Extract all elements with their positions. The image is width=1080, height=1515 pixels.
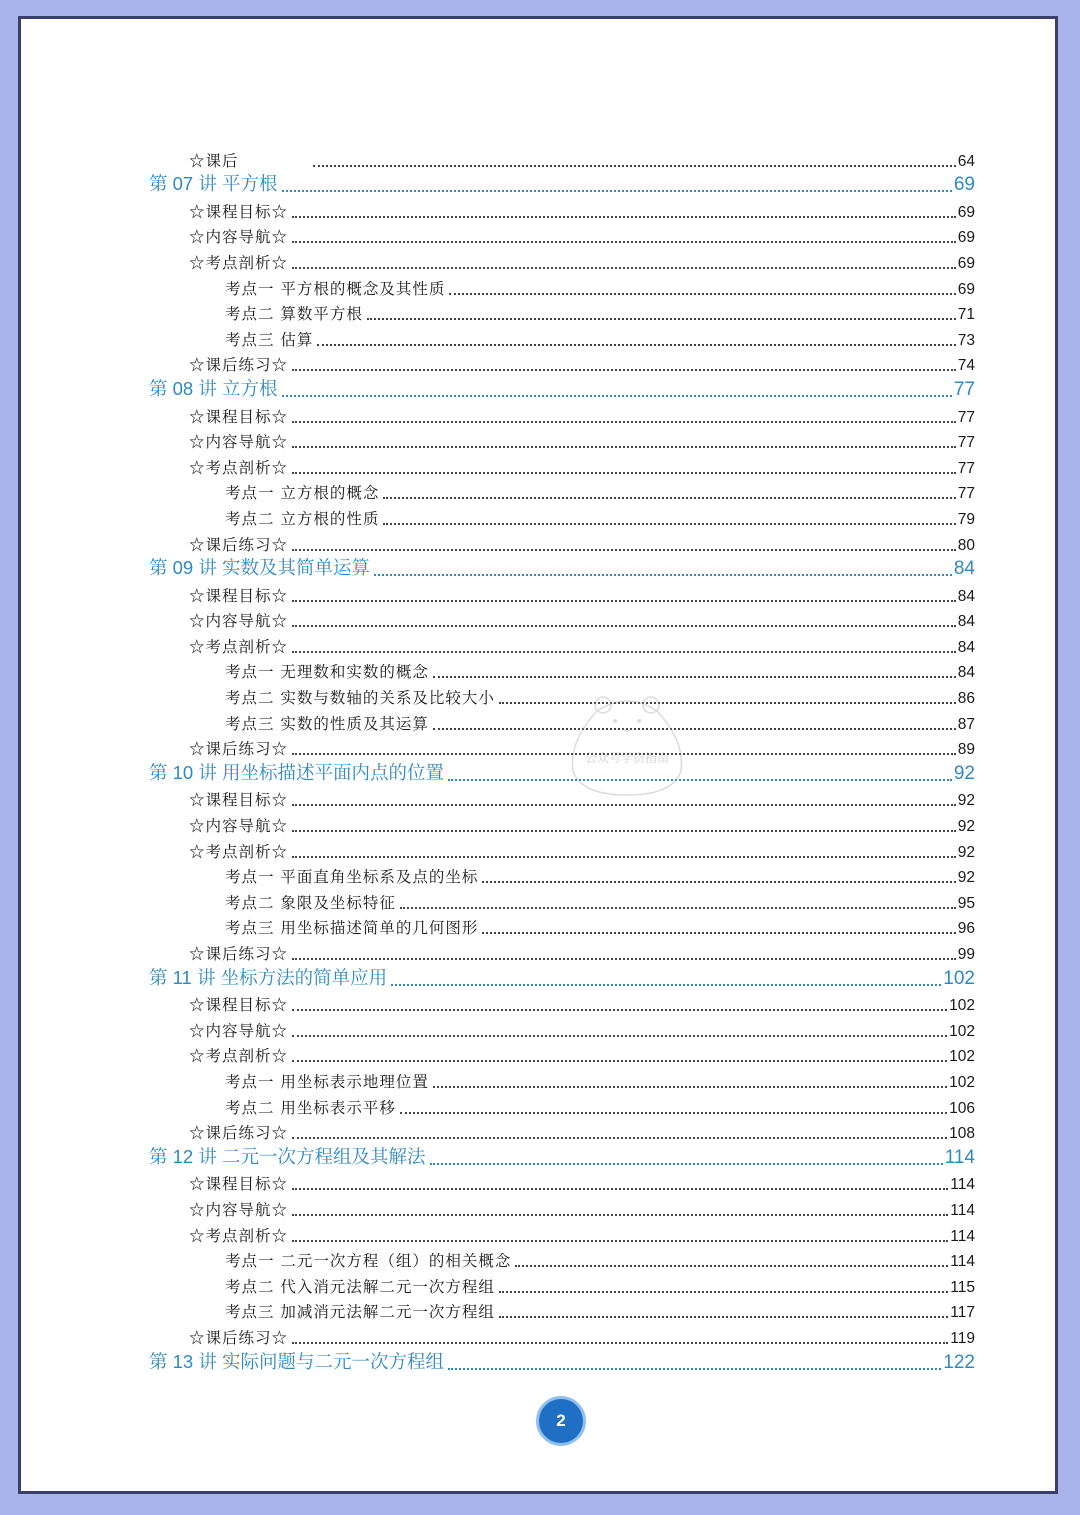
dot-leader [449, 292, 955, 295]
dot-leader [313, 164, 956, 167]
toc-page-number: 95 [957, 894, 975, 912]
dot-leader [433, 727, 956, 730]
watermark [563, 691, 691, 801]
toc-entry-row[interactable] [149, 682, 975, 708]
toc-entry-label: 考点一 用坐标表示地理位置 [225, 1072, 429, 1091]
dot-leader [292, 624, 956, 627]
toc-page-number: 92 [957, 818, 975, 836]
toc-entry-label: ☆课程目标☆ [189, 407, 289, 426]
toc-page-number: 84 [957, 587, 975, 605]
toc-page-number: 69 [957, 203, 975, 221]
dot-leader [292, 829, 956, 832]
toc-page-number: 114 [944, 1146, 975, 1168]
toc-page-number: 69 [957, 280, 975, 298]
toc-chapter-row[interactable] [149, 1348, 975, 1374]
toc-page-number: 71 [957, 306, 975, 324]
dot-leader [433, 1085, 947, 1088]
dot-leader [292, 1136, 947, 1139]
toc-entry-label: 考点三 实数的性质及其运算 [225, 714, 429, 733]
toc-entry-row[interactable] [149, 606, 975, 632]
toc-entry-label: ☆考点剖析☆ [189, 842, 289, 861]
toc-page-number: 74 [957, 357, 975, 375]
toc-page-number: 84 [957, 664, 975, 682]
toc-entry-row[interactable] [149, 1118, 975, 1144]
toc-entry-row[interactable] [149, 785, 975, 811]
toc-entry-row[interactable] [149, 1246, 975, 1272]
toc-page-number: 102 [949, 1048, 975, 1066]
dot-leader [292, 368, 956, 371]
toc-page-number: 119 [950, 1329, 975, 1347]
toc-entry-label: ☆考点剖析☆ [189, 458, 289, 477]
toc-entry-row[interactable] [149, 145, 975, 171]
toc-page-number: 117 [950, 1304, 975, 1322]
toc-entry-row[interactable] [149, 247, 975, 273]
document-page [18, 16, 1058, 1494]
toc-entry-label: 考点一 立方根的概念 [225, 484, 380, 503]
dot-leader [391, 983, 941, 986]
toc-page-number: 89 [957, 741, 975, 759]
dot-leader [317, 343, 955, 346]
toc-entry-row[interactable] [149, 990, 975, 1016]
toc-entry-label: 考点三 用坐标描述简单的几何图形 [225, 919, 479, 938]
toc-page-number: 102 [949, 1022, 975, 1040]
dot-leader [292, 855, 956, 858]
toc-entry-label: 考点三 估算 [225, 330, 314, 349]
dot-leader [292, 1239, 948, 1242]
toc-entry-label: ☆课后练习☆ [189, 945, 289, 963]
toc-page-number: 69 [957, 254, 975, 272]
toc-entry-label: ☆内容导航☆ [189, 612, 289, 631]
dot-leader [292, 1213, 948, 1216]
toc-entry-label: 考点二 用坐标表示平移 [225, 1098, 396, 1117]
dot-leader [292, 548, 956, 551]
toc-entry-label: 第 12 讲 二元一次方程组及其解法 [149, 1145, 426, 1167]
toc-chapter-row[interactable] [149, 1143, 975, 1169]
toc-page-number: 77 [957, 408, 975, 426]
toc-entry-row[interactable] [149, 1194, 975, 1220]
toc-page-number: 87 [957, 715, 975, 733]
toc-entry-label: ☆课程目标☆ [189, 1175, 289, 1194]
toc-page-number: 77 [953, 378, 975, 400]
toc-page-number: 96 [957, 920, 975, 938]
toc-entry-label: 考点二 实数与数轴的关系及比较大小 [225, 689, 495, 708]
dot-leader [433, 675, 956, 678]
toc-page-number: 92 [957, 869, 975, 887]
toc-entry-label: 第 11 讲 坐标方法的简单应用 [149, 966, 388, 988]
toc-entry-label: ☆课后练习☆ [189, 1328, 289, 1347]
dot-leader [374, 573, 952, 576]
toc-entry-row[interactable] [149, 503, 975, 529]
toc-page-number: 114 [950, 1176, 975, 1194]
toc-page-number: 80 [957, 536, 975, 554]
toc-chapter-row[interactable] [149, 964, 975, 990]
toc-entry-label: 考点三 加减消元法解二元一次方程组 [225, 1303, 495, 1322]
toc-entry-row[interactable] [149, 478, 975, 504]
toc-page-number: 122 [943, 1351, 975, 1373]
toc-page-number: 84 [957, 613, 975, 631]
toc-entry-row[interactable] [149, 862, 975, 888]
toc-page-number: 106 [949, 1099, 975, 1117]
toc-entry-row[interactable] [149, 580, 975, 606]
toc-entry-row[interactable] [149, 350, 975, 376]
toc-page-number: 69 [953, 174, 975, 196]
toc-entry-row[interactable] [149, 452, 975, 478]
toc-entry-row[interactable] [149, 529, 975, 555]
toc-entry-row[interactable] [149, 222, 975, 248]
toc-entry-row[interactable] [149, 1169, 975, 1195]
toc-entry-row[interactable] [149, 273, 975, 299]
toc-chapter-row[interactable] [149, 759, 975, 785]
toc-entry-row[interactable] [149, 810, 975, 836]
toc-entry-row[interactable] [149, 887, 975, 913]
toc-entry-label: ☆课后 [189, 151, 239, 170]
dot-leader [292, 420, 956, 423]
toc-page-number: 114 [950, 1201, 975, 1219]
toc-entry-label: ☆内容导航☆ [189, 1021, 289, 1040]
toc-page-number: 92 [957, 792, 975, 810]
dot-leader [448, 778, 952, 781]
dot-leader [448, 1367, 941, 1370]
toc-entry-row[interactable] [149, 196, 975, 222]
dot-leader [292, 803, 956, 806]
toc-entry-row[interactable] [149, 734, 975, 760]
toc-entry-label: 考点一 无理数和实数的概念 [225, 663, 429, 682]
toc-page-number: 99 [957, 946, 975, 963]
toc-entry-row[interactable] [149, 836, 975, 862]
toc-entry-label: ☆考点剖析☆ [189, 253, 289, 272]
dot-leader [292, 1341, 948, 1344]
toc-page-number: 77 [957, 485, 975, 503]
dot-leader [367, 317, 956, 320]
watermark-text: 公众号学资指南 [584, 751, 669, 765]
toc-page-number: 86 [957, 690, 975, 708]
toc-entry-label: 考点二 算数平方根 [225, 305, 363, 324]
toc-entry-label: ☆课后练习☆ [189, 740, 289, 759]
toc-entry-label: 考点一 二元一次方程（组）的相关概念 [225, 1252, 512, 1271]
dot-leader [292, 1059, 947, 1062]
dot-leader [292, 957, 956, 960]
table-of-contents [149, 145, 975, 1374]
dot-leader [400, 906, 956, 909]
toc-page-number: 115 [950, 1278, 975, 1296]
toc-entry-label: ☆课程目标☆ [189, 996, 289, 1015]
toc-entry-row[interactable] [149, 913, 975, 939]
dot-leader [499, 1315, 948, 1318]
toc-entry-label: 第 07 讲 平方根 [149, 173, 278, 195]
toc-page-number: 64 [957, 152, 975, 170]
toc-entry-label: 考点二 象限及坐标特征 [225, 893, 396, 912]
dot-leader [383, 496, 955, 499]
toc-page-number: 102 [949, 1073, 975, 1091]
dot-leader [292, 599, 956, 602]
toc-entry-row[interactable] [149, 708, 975, 734]
toc-entry-row[interactable] [149, 401, 975, 427]
dot-leader [515, 1264, 948, 1267]
toc-entry-label: ☆内容导航☆ [189, 228, 289, 247]
toc-entry-label: ☆课后练习☆ [189, 356, 289, 375]
dot-leader [292, 445, 956, 448]
toc-page-number: 69 [957, 229, 975, 247]
toc-entry-label: ☆考点剖析☆ [189, 1047, 289, 1066]
toc-chapter-row[interactable] [149, 555, 975, 581]
dot-leader [430, 1162, 943, 1165]
toc-page-number: 108 [949, 1125, 975, 1143]
toc-entry-row[interactable] [149, 1015, 975, 1041]
toc-entry-row[interactable] [149, 1297, 975, 1323]
dot-leader [383, 522, 955, 525]
dot-leader [282, 394, 952, 397]
dot-leader [482, 880, 955, 883]
toc-entry-label: 第 10 讲 用坐标描述平面内点的位置 [149, 761, 444, 783]
toc-entry-row[interactable] [149, 324, 975, 350]
toc-entry-label: ☆课后练习☆ [189, 1124, 289, 1143]
dot-leader [292, 266, 956, 269]
toc-entry-label: ☆内容导航☆ [189, 817, 289, 836]
toc-entry-label: 第 13 讲 实际问题与二元一次方程组 [149, 1350, 444, 1372]
toc-page-number: 102 [949, 997, 975, 1015]
toc-entry-row[interactable] [149, 657, 975, 683]
dot-leader [400, 1111, 947, 1114]
toc-page-number: 84 [957, 638, 975, 656]
toc-chapter-row[interactable] [149, 375, 975, 401]
bear-watermark-icon [563, 691, 691, 801]
toc-entry-row[interactable] [149, 1092, 975, 1118]
toc-entry-label: ☆课程目标☆ [189, 586, 289, 605]
toc-entry-label: 考点一 平面直角坐标系及点的坐标 [225, 868, 479, 887]
toc-entry-label: ☆内容导航☆ [189, 433, 289, 452]
dot-leader [482, 931, 955, 934]
toc-entry-label: ☆考点剖析☆ [189, 1226, 289, 1245]
toc-page-number: 77 [957, 434, 975, 452]
toc-entry-label: ☆考点剖析☆ [189, 637, 289, 656]
toc-page-number: 84 [953, 558, 975, 580]
toc-entry-label: ☆课后练习☆ [189, 535, 289, 554]
toc-page-number: 92 [953, 762, 975, 784]
toc-page-number: 114 [950, 1227, 975, 1245]
toc-entry-label: ☆课程目标☆ [189, 202, 289, 221]
toc-entry-row[interactable] [149, 631, 975, 657]
toc-page-number: 79 [957, 510, 975, 528]
toc-chapter-row[interactable] [149, 171, 975, 197]
dot-leader [292, 1034, 947, 1037]
dot-leader [499, 1290, 948, 1293]
toc-entry-label: 第 09 讲 实数及其简单运算 [149, 557, 370, 579]
toc-page-number: 73 [957, 331, 975, 349]
dot-leader [292, 471, 956, 474]
toc-entry-label: 考点二 代入消元法解二元一次方程组 [225, 1277, 495, 1296]
toc-entry-row[interactable] [149, 1271, 975, 1297]
toc-entry-row[interactable] [149, 1041, 975, 1067]
toc-entry-row[interactable] [149, 1322, 975, 1348]
dot-leader [292, 240, 956, 243]
toc-entry-label: 第 08 讲 立方根 [149, 377, 278, 399]
toc-page-number: 77 [957, 459, 975, 477]
dot-leader [292, 1008, 947, 1011]
toc-entry-row[interactable] [149, 427, 975, 453]
dot-leader [292, 215, 956, 218]
toc-entry-label: 考点一 平方根的概念及其性质 [225, 279, 446, 298]
dot-leader [282, 189, 952, 192]
page-number-badge: 2 [539, 1399, 583, 1443]
dot-leader [292, 1187, 948, 1190]
toc-entry-row[interactable] [149, 299, 975, 325]
toc-entry-row[interactable] [149, 1220, 975, 1246]
toc-entry-row[interactable] [149, 1066, 975, 1092]
toc-page-number: 92 [957, 843, 975, 861]
toc-page-number: 114 [950, 1253, 975, 1271]
toc-entry-label: 考点二 立方根的性质 [225, 509, 380, 528]
toc-page-number: 102 [943, 967, 975, 989]
toc-entry-row[interactable] [149, 938, 975, 964]
toc-entry-label: ☆课程目标☆ [189, 791, 289, 810]
dot-leader [292, 650, 956, 653]
toc-entry-label: ☆内容导航☆ [189, 1200, 289, 1219]
